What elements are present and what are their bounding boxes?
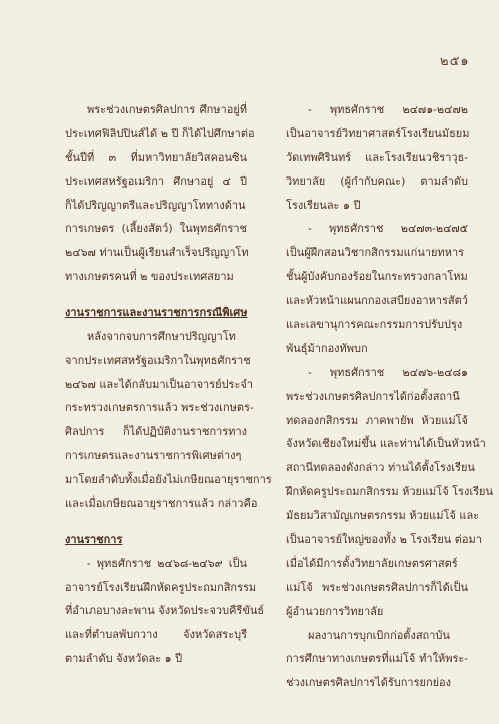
- text-line: เป็นอาจารย์วิทยาศาสตร์โรงเรียนมัธยม: [286, 126, 470, 140]
- text-line: กระทรวงเกษตรการแล้ว พระช่วงเกษตร-: [65, 401, 254, 415]
- text-line: ก็ได้ปริญญาตรีและปริญญาโททางด้าน: [65, 198, 246, 212]
- text-line: ทางเกษตรคนที่ ๒ ของประเทศสยาม: [65, 270, 234, 284]
- page-number: ๒๕๑: [440, 54, 470, 69]
- text-line: การเกษตร (เลี้ยงสัตว์) ในพุทธศักราช: [65, 222, 247, 236]
- text-line: และที่ตำบลพับกวาง จังหวัดสระบุรี: [65, 628, 247, 642]
- text-line: เมื่อได้มีการตั้งวิทยาลัยเกษตรศาสตร์: [286, 556, 458, 570]
- text-line: ชั้นผู้บังคับกองร้อยในกระทรวงกลาโหม: [286, 270, 468, 284]
- text-line: และหัวหน้าแผนกกองเสบียงอาหารสัตว์: [286, 294, 468, 308]
- left-column: [65, 98, 272, 671]
- text-line: พระช่วงเกษตรศิลปการ ศึกษาอยู่ที่: [87, 103, 247, 116]
- text-line: จากประเทศสหรัฐอเมริกาในพุทธศักราช: [65, 353, 251, 367]
- text-line: ที่อำเภอบางละพาน จังหวัดประจวบคีรีขันธ์: [65, 604, 265, 618]
- text-line: เป็นผู้ฝึกสอนวิชากสิกรรมแก่นายทหาร: [286, 246, 465, 260]
- text-line: ประเทศฟิลิปปินส์ได้ ๒ ปี ก็ได้ไปศึกษาต่อ: [65, 126, 255, 140]
- text-line: ๒๔๖๗ ท่านเป็นผู้เรียนสำเร็จปริญญาโท: [65, 246, 249, 260]
- text-line: มาโดยลำดับทั้งเมื่อยังไม่เกษียณอายุราชการ: [65, 473, 272, 487]
- text-line: ๒๔๖๗ และได้กลับมาเป็นอาจารย์ประจำ: [65, 377, 253, 391]
- text-line: ประเทศสหรัฐอเมริกา ศึกษาอยู่ ๔ ปี: [65, 174, 247, 188]
- text-line: และเมื่อเกษียณอายุราชการแล้ว กล่าวคือ: [65, 497, 258, 511]
- text-line: ผลงานการบุกเบิกก่อตั้งสถาบัน: [308, 628, 450, 642]
- text-line: แม่โจ้ พระช่วงเกษตรศิลปการก็ได้เป็น: [286, 580, 468, 594]
- text-line: - พุทธศักราช ๒๔๖๘-๒๔๖๙ เป็น: [87, 556, 247, 570]
- text-line: หลังจากจบการศึกษาปริญญาโท: [87, 329, 236, 343]
- text-line: พันธุ์ม้ากองทัพบก: [286, 341, 368, 355]
- text-line: อาจารย์โรงเรียนฝึกหัดครูประถมกสิกรรม: [65, 580, 257, 594]
- text-line: โรงเรียนละ ๑ ปี: [286, 198, 361, 212]
- right-column: [286, 98, 493, 695]
- text-line: จังหวัดเชียงใหม่ขึ้น และท่านได้เป็นหัวหน้า: [286, 437, 486, 451]
- paragraph-gap: [65, 289, 247, 301]
- text-line: การศึกษาทางเกษตรที่แม่โจ้ ทำให้พระ-: [286, 652, 468, 666]
- text-line: ตามลำดับ จังหวัดละ ๑ ปี: [65, 652, 183, 666]
- text-line: ชั้นปีที่ ๓ ที่มหาวิทยาลัยวิสคอนซิน: [65, 150, 247, 164]
- text-line: ช่วงเกษตรศิลปการได้รับการยกย่อง: [286, 676, 452, 690]
- text-line: - พุทธศักราช ๒๔๗๓-๒๔๗๕: [308, 222, 468, 236]
- text-line: ศิลปการ ก็ได้ปฏิบัติงานราชการทาง: [65, 425, 247, 439]
- text-line: วัดเทพศิรินทร์ และโรงเรียนวชิราวุธ-: [286, 150, 468, 164]
- text-line: และเลขานุการคณะกรรมการปรับปรุง: [286, 318, 463, 332]
- section-heading: งานราชการและงานราชการกรณีพิเศษ: [65, 305, 248, 319]
- text-line: ผู้อำนวยการวิทยาลัย: [286, 604, 384, 618]
- text-line: สถานีทดลองดังกล่าว ท่านได้ตั้งโรงเรียน: [286, 461, 475, 475]
- text-line: - พุทธศักราช ๒๔๗๑-๒๔๗๒: [308, 103, 468, 116]
- section-heading: งานราชการ: [65, 532, 123, 546]
- text-line: ทดลองกสิกรรม ภาคพายัพ ห้วยแม่โจ้: [286, 413, 468, 427]
- text-line: มัธยมวิสามัญเกษตรกรรม ห้วยแม่โจ้ และ: [286, 509, 480, 523]
- paragraph-gap: [65, 516, 247, 528]
- text-line: การเกษตรและงานราชการพิเศษต่างๆ: [65, 449, 242, 463]
- text-line: วิทยาลัย (ผู้กำกับคณะ) ตามลำดับ: [286, 174, 468, 188]
- text-line: เป็นอาจารย์ใหญ่ของทั้ง ๒ โรงเรียน ต่อมา: [286, 533, 482, 547]
- text-line: - พุทธศักราช ๒๔๗๖-๒๔๘๑: [308, 365, 468, 379]
- text-line: พระช่วงเกษตรศิลปการได้ก่อตั้งสถานี: [286, 389, 460, 403]
- text-line: ฝึกหัดครูประถมกสิกรรม ห้วยแม่โจ้ โรงเรียน: [286, 485, 493, 499]
